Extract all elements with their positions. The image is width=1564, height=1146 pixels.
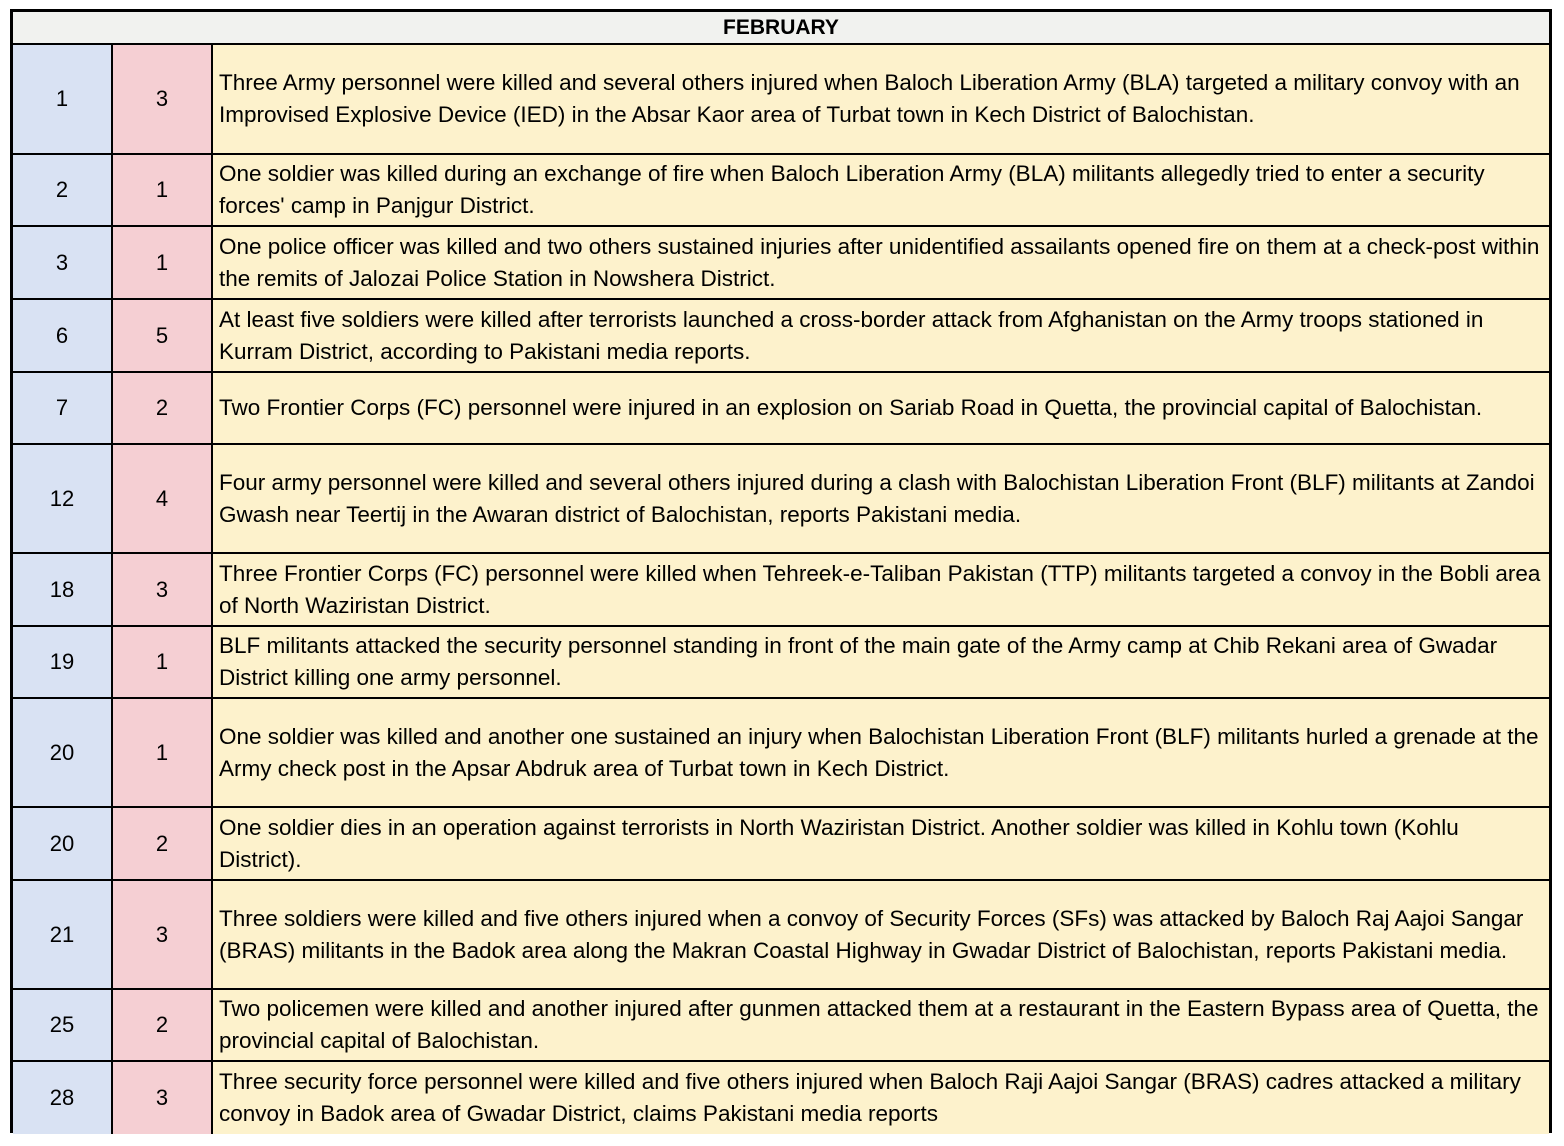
description-cell[interactable] [213, 373, 1549, 443]
day-cell[interactable]: 21 [13, 881, 113, 988]
month-header[interactable]: FEBRUARY [13, 12, 1549, 45]
description-text: Three Frontier Corps (FC) personnel were killed when Tehreek-e-Taliban Pakistan (TTP) militants targeted a convoy in the Bobli area of North Waziristan District. [219, 560, 1541, 618]
table-row [13, 227, 1549, 300]
count-cell[interactable]: 2 [113, 373, 213, 443]
table-body [13, 45, 1549, 1134]
count-cell[interactable]: 1 [113, 155, 213, 225]
table-row [13, 808, 1549, 881]
description-text: Three Army personnel were killed and several others injured when Baloch Liberation Army (BLA) targeted a military convoy with an Improvised Explosive Device (IED) in the Absar Kaor area of Turbat town in Kech District of Balochistan. [219, 70, 1520, 127]
description-cell[interactable] [213, 445, 1549, 552]
count-cell[interactable]: 3 [113, 881, 213, 988]
table-row [13, 373, 1549, 445]
table-row [13, 300, 1549, 373]
day-cell[interactable]: 7 [13, 373, 113, 443]
description-text: Two policemen were killed and another injured after gunmen attacked them at a restaurant in the Eastern Bypass area of Quetta, the provincial capital of Balochistan. [219, 996, 1539, 1053]
count-cell[interactable]: 4 [113, 445, 213, 552]
description-text: Three security force personnel were killed and five others injured when Baloch Raji Aajoi Sangar (BRAS) cadres attacked a military convoy in Badok area of Gwadar District, claims Pakistani media reports [219, 1069, 1521, 1126]
table-row [13, 155, 1549, 227]
day-cell[interactable]: 1 [13, 45, 113, 153]
count-cell[interactable]: 2 [113, 808, 213, 879]
table-row [13, 445, 1549, 554]
description-cell[interactable] [213, 990, 1549, 1060]
count-cell[interactable]: 3 [113, 1062, 213, 1134]
table-row [13, 881, 1549, 990]
day-cell[interactable]: 18 [13, 554, 113, 625]
day-cell[interactable]: 20 [13, 808, 113, 879]
table-row [13, 990, 1549, 1062]
spreadsheet-table [10, 9, 1552, 1133]
description-text: One soldier was killed and another one sustained an injury when Balochistan Liberation Front (BLF) militants hurled a grenade at the Army check post in the Apsar Abdruk area of Turbat town in Kech District. [219, 723, 1539, 781]
day-cell[interactable]: 20 [13, 699, 113, 806]
day-cell[interactable]: 3 [13, 227, 113, 298]
count-cell[interactable]: 3 [113, 554, 213, 625]
description-text: At least five soldiers were killed after terrorists launched a cross-border attack from Afghanistan on the Army troops stationed in Kurram District, according to Pakistani media reports. [219, 306, 1484, 364]
table-row [13, 554, 1549, 627]
description-text: One police officer was killed and two others sustained injuries after unidentified assailants opened fire on them at a check-post within the remits of Jalozai Police Station in Nowshera District. [219, 233, 1540, 291]
table-row [13, 699, 1549, 808]
day-cell[interactable]: 25 [13, 990, 113, 1060]
description-cell[interactable] [213, 627, 1549, 697]
description-cell[interactable] [213, 300, 1549, 371]
count-cell[interactable]: 2 [113, 990, 213, 1060]
day-cell[interactable]: 2 [13, 155, 113, 225]
description-text: One soldier was killed during an exchange of fire when Baloch Liberation Army (BLA) militants allegedly tried to enter a security forces' camp in Panjgur District. [219, 161, 1485, 218]
description-cell[interactable] [213, 881, 1549, 988]
description-text: Four army personnel were killed and several others injured during a clash with Balochistan Liberation Front (BLF) militants at Zandoi Gwash near Teertij in the Awaran district of Balochistan, reports Pakistani media. [219, 469, 1535, 527]
day-cell[interactable]: 28 [13, 1062, 113, 1134]
count-cell[interactable]: 1 [113, 227, 213, 298]
description-text: Three soldiers were killed and five others injured when a convoy of Security Forces (SFs) was attacked by Baloch Raj Aajoi Sangar (BRAS) militants in the Badok area along the Makran Coastal Highway in Gwadar District of Balochistan, reports Pakistani media. [219, 905, 1524, 963]
table-row [13, 1062, 1549, 1134]
day-cell[interactable]: 19 [13, 627, 113, 697]
description-cell[interactable] [213, 554, 1549, 625]
day-cell[interactable]: 6 [13, 300, 113, 371]
description-cell[interactable] [213, 227, 1549, 298]
count-cell[interactable]: 5 [113, 300, 213, 371]
description-text: BLF militants attacked the security personnel standing in front of the main gate of the Army camp at Chib Rekani area of Gwadar District killing one army personnel. [219, 633, 1498, 690]
count-cell[interactable]: 1 [113, 627, 213, 697]
description-cell[interactable] [213, 1062, 1549, 1134]
count-cell[interactable]: 3 [113, 45, 213, 153]
day-cell[interactable]: 12 [13, 445, 113, 552]
table-row [13, 627, 1549, 699]
description-cell[interactable] [213, 45, 1549, 153]
description-text: One soldier dies in an operation against terrorists in North Waziristan District. Another soldier was killed in Kohlu town (Kohlu District). [219, 814, 1459, 872]
description-cell[interactable] [213, 699, 1549, 806]
description-cell[interactable] [213, 155, 1549, 225]
table-row [13, 45, 1549, 155]
description-text: Two Frontier Corps (FC) personnel were injured in an explosion on Sariab Road in Quetta, the provincial capital of Balochistan. [219, 395, 1483, 420]
count-cell[interactable]: 1 [113, 699, 213, 806]
description-cell[interactable] [213, 808, 1549, 879]
